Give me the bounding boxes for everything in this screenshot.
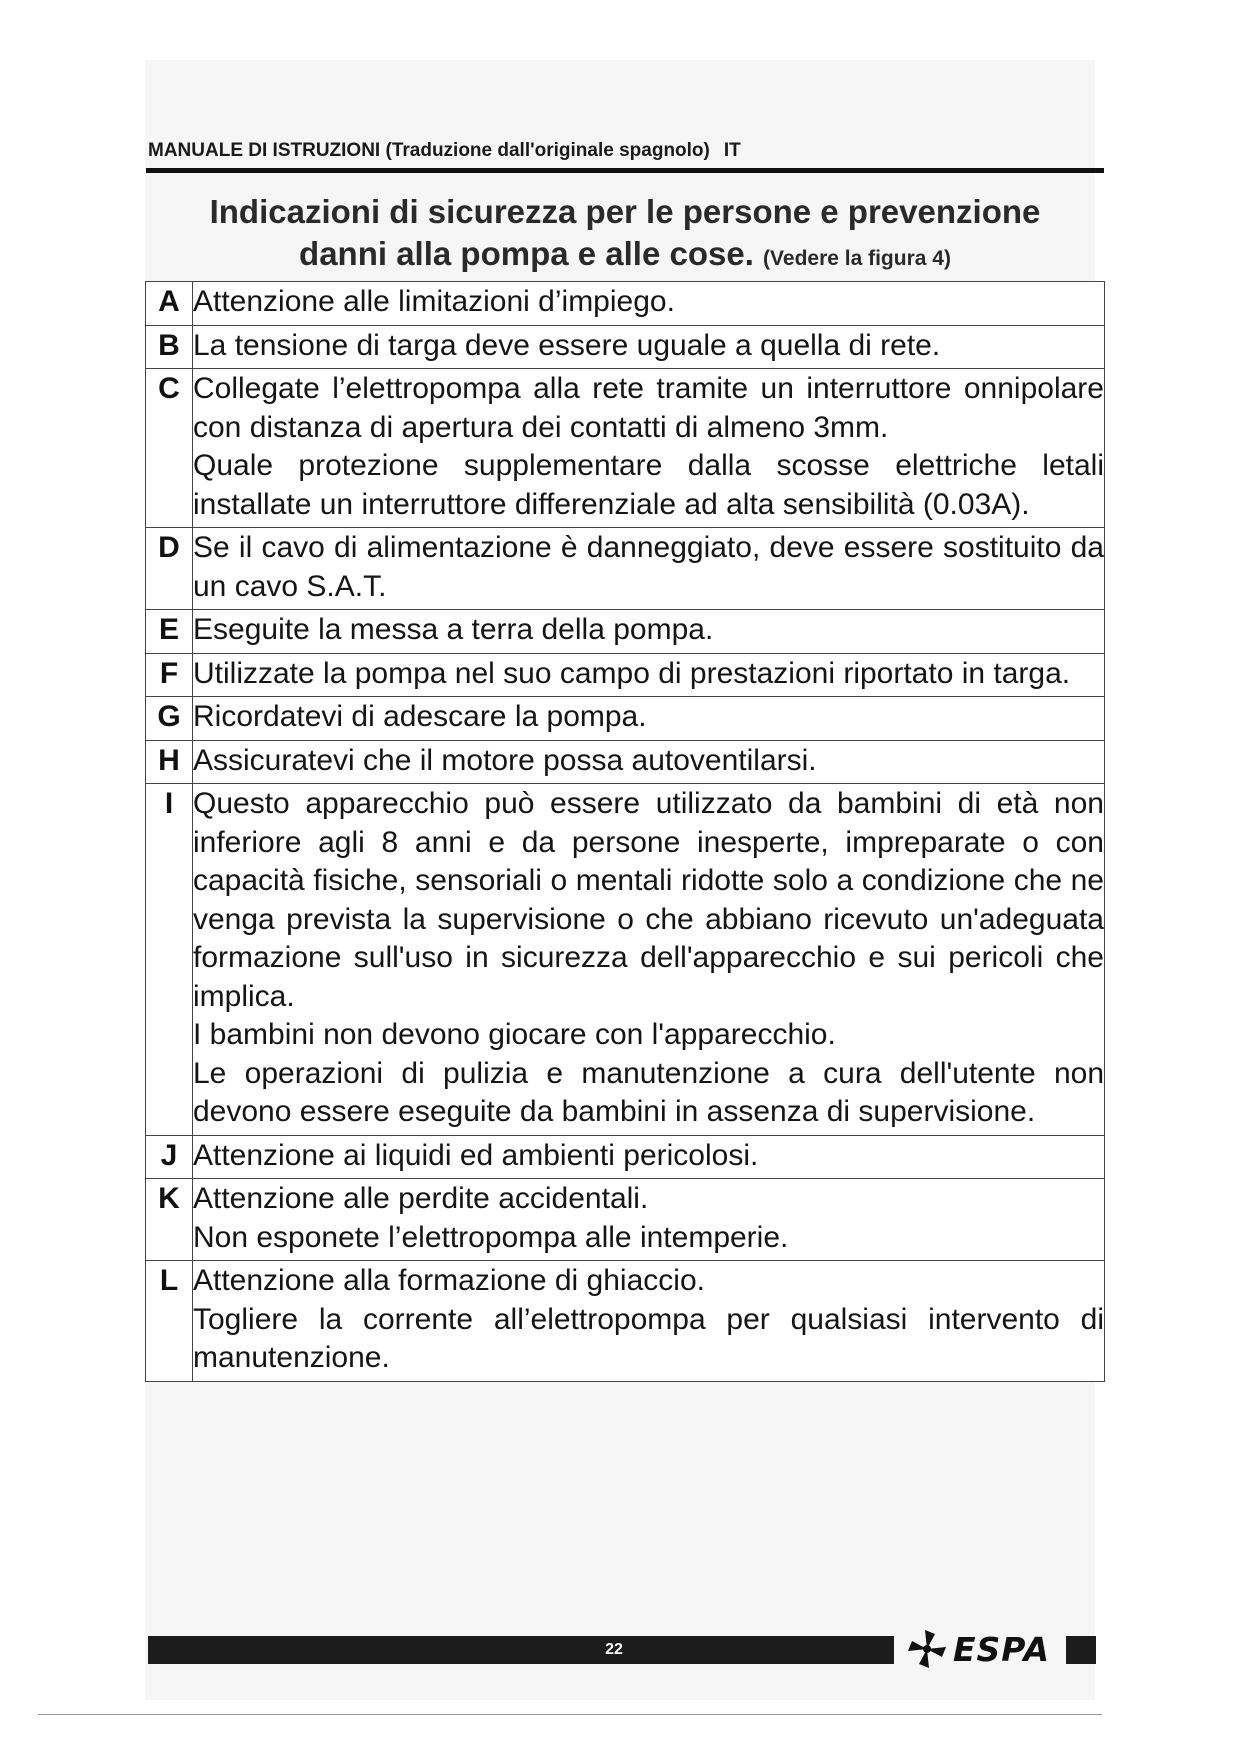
table-row	[146, 369, 1105, 528]
row-paragraph: Non esponete l’elettropompa alle intemperie.	[193, 1220, 789, 1254]
row-paragraph: Attenzione alla formazione di ghiaccio.	[193, 1264, 705, 1297]
row-paragraph: Se il cavo di alimentazione è danneggiato, deve essere sostituito da un cavo S.A.T.	[193, 531, 1104, 603]
row-content	[193, 1179, 1105, 1261]
row-content	[193, 528, 1105, 610]
row-paragraph: Attenzione alle perdite accidentali.	[193, 1182, 649, 1215]
table-row	[146, 1179, 1105, 1261]
row-letter: I	[146, 784, 193, 1136]
row-letter: E	[146, 610, 193, 654]
row-paragraph: Le operazioni di pulizia e manutenzione a cura dell'utente non devono essere eseguite da bambini in assenza di supervisione.	[193, 1056, 1104, 1128]
table-row	[146, 697, 1105, 741]
row-paragraph: Attenzione alle limitazioni d’impiego.	[193, 285, 675, 318]
row-letter: C	[146, 369, 193, 528]
row-content	[193, 784, 1105, 1136]
table-row	[146, 610, 1105, 654]
safety-table-body	[146, 282, 1105, 1382]
row-content	[193, 740, 1105, 784]
row-content	[193, 610, 1105, 654]
row-paragraph: Ricordatevi di adescare la pompa.	[193, 700, 647, 733]
row-letter: J	[146, 1135, 193, 1179]
table-row	[146, 528, 1105, 610]
section-title-line2	[146, 233, 1104, 280]
row-letter: F	[146, 653, 193, 697]
brand-name: ESPA	[953, 1629, 1051, 1669]
row-letter: L	[146, 1261, 193, 1382]
figure-reference: (Vedere la figura 4)	[763, 247, 951, 270]
row-content	[193, 1261, 1105, 1382]
espa-pinwheel-icon	[905, 1627, 949, 1671]
brand-logo	[905, 1624, 1050, 1674]
table-row	[146, 282, 1105, 326]
page-number: 22	[605, 1641, 623, 1658]
table-row	[146, 1135, 1105, 1179]
row-letter: B	[146, 325, 193, 369]
row-paragraph: Attenzione ai liquidi ed ambienti pericolosi.	[193, 1138, 759, 1172]
row-content	[193, 325, 1105, 369]
row-paragraph: Questo apparecchio può essere utilizzato da bambini di età non inferiore agli 8 anni e da persone inesperte, impreparate o con capacità fisiche, sensoriali o mentali ridotte solo a condizione che ne venga prevista la supervisione o che abbiano ricevuto un'adeguata formazione sull'uso in sicurezza dell'apparecchio e sui pericoli che implica.	[193, 787, 1104, 1013]
row-content	[193, 282, 1105, 326]
row-content	[193, 1135, 1105, 1179]
section-title-main: danni alla pompa e alle cose.	[299, 235, 754, 272]
row-paragraph: I bambini non devono giocare con l'apparecchio.	[193, 1018, 836, 1051]
section-title-line1: Indicazioni di sicurezza per le persone e prevenzione	[209, 193, 1041, 230]
safety-table	[145, 281, 1105, 1382]
language-code: IT	[723, 140, 741, 161]
bottom-divider	[38, 1714, 1102, 1715]
row-letter: A	[146, 282, 193, 326]
row-letter: K	[146, 1179, 193, 1261]
row-paragraph: Eseguite la messa a terra della pompa.	[193, 613, 714, 646]
manual-title: MANUALE DI ISTRUZIONI (Traduzione dall'originale spagnolo)	[148, 140, 710, 161]
row-paragraph: Utilizzate la pompa nel suo campo di prestazioni riportato in targa.	[193, 656, 1071, 690]
row-content	[193, 697, 1105, 741]
footer-square	[1066, 1636, 1096, 1664]
row-paragraph: Collegate l’elettropompa alla rete tramite un interruttore onnipolare con distanza di apertura dei contatti di almeno 3mm.	[193, 372, 1104, 444]
row-content	[193, 369, 1105, 528]
footer-bar	[148, 1636, 894, 1664]
table-row	[146, 1261, 1105, 1382]
row-paragraph: Assicuratevi che il motore possa autoventilarsi.	[193, 743, 817, 777]
row-letter: D	[146, 528, 193, 610]
row-letter: G	[146, 697, 193, 741]
section-title	[146, 191, 1104, 280]
document-header	[148, 140, 1106, 166]
table-row	[146, 325, 1105, 369]
row-letter: H	[146, 740, 193, 784]
table-row	[146, 653, 1105, 697]
table-row	[146, 740, 1105, 784]
row-paragraph: La tensione di targa deve essere uguale a quella di rete.	[193, 328, 941, 362]
row-paragraph: Quale protezione supplementare dalla scosse elettriche letali installate un interruttore differenziale ad alta sensibilità (0.03A).	[193, 449, 1104, 521]
table-row	[146, 784, 1105, 1136]
header-divider	[146, 168, 1104, 173]
row-paragraph: Togliere la corrente all’elettropompa per qualsiasi intervento di manutenzione.	[193, 1302, 1104, 1374]
row-content	[193, 653, 1105, 697]
